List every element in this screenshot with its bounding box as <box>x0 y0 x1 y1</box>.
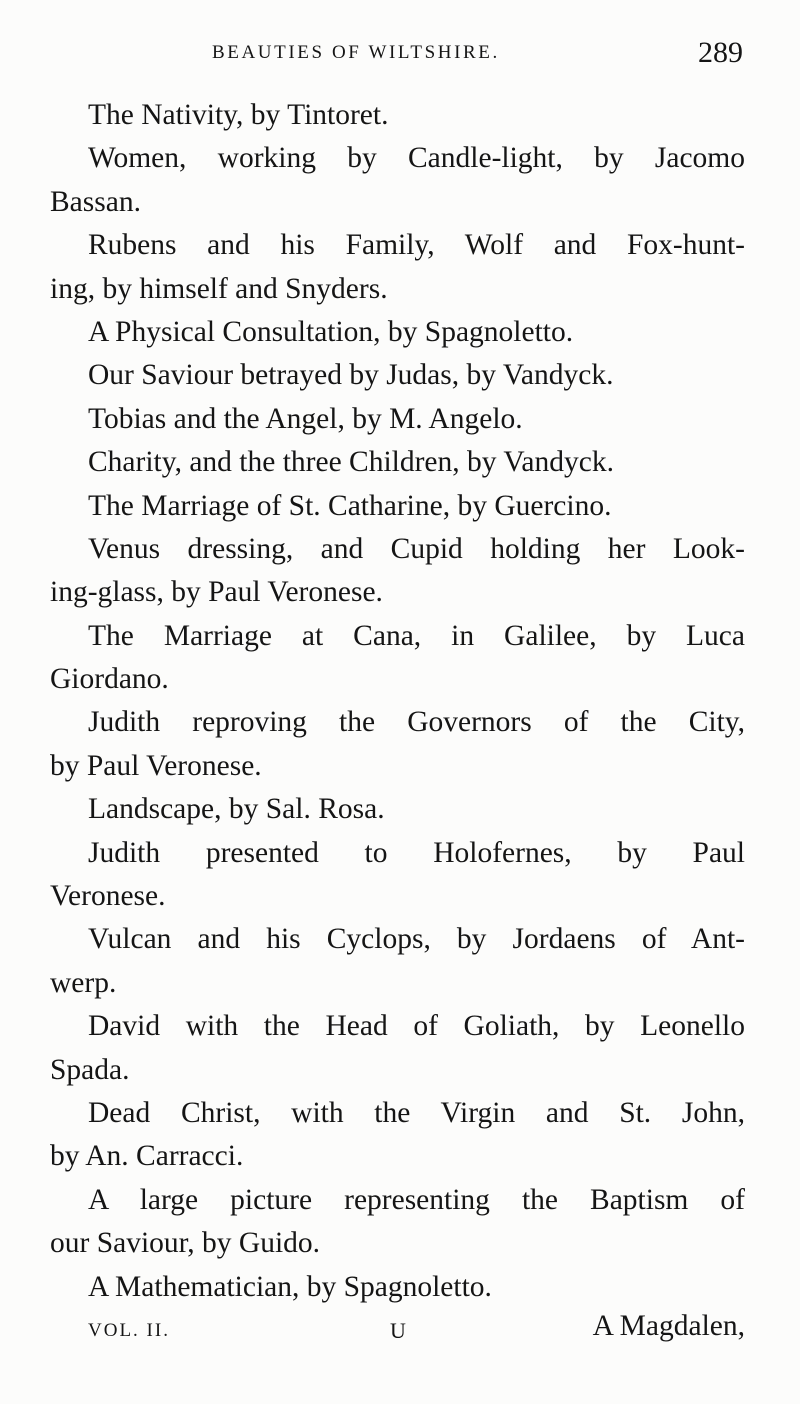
text-line: The Nativity, by Tintoret. <box>88 99 389 131</box>
text-line: Women, working by Candle-light, by Jacomo <box>88 142 745 175</box>
list-item <box>50 94 745 137</box>
text-line: ing-glass, by Paul Veronese. <box>50 576 383 609</box>
text-line: our Saviour, by Guido. <box>50 1227 321 1260</box>
text-line: by Paul Veronese. <box>50 749 262 782</box>
text-line: by An. Carracci. <box>50 1140 244 1173</box>
text-line: Giordano. <box>50 663 169 696</box>
text-line: Spada. <box>50 1053 130 1086</box>
text-line: Landscape, by Sal. Rosa. <box>88 793 385 826</box>
text-line: The Marriage at Cana, in Galilee, by Luca <box>88 619 745 652</box>
list-item <box>50 832 745 919</box>
text-line: werp. <box>50 966 117 999</box>
text-line: ing, by himself and Snyders. <box>50 272 388 305</box>
text-line: David with the Head of Goliath, by Leonello <box>88 1010 745 1043</box>
text-line: Venus dressing, and Cupid holding her Look- <box>88 532 745 565</box>
list-item <box>50 441 745 484</box>
text-line: A Mathematician, by Spagnoletto. <box>88 1270 492 1303</box>
text-line: Charity, and the three Children, by Vandyck. <box>88 446 614 479</box>
list-item <box>50 615 745 702</box>
text-line: Veronese. <box>50 880 166 913</box>
list-item <box>50 1005 745 1092</box>
volume-mark: VOL. II. <box>88 1320 170 1341</box>
list-item <box>50 1266 745 1309</box>
list-item <box>50 485 745 528</box>
page-header <box>0 36 800 76</box>
page-number: 289 <box>698 36 743 69</box>
list-item <box>50 788 745 831</box>
text-line: Judith presented to Holofernes, by Paul <box>88 836 745 869</box>
text-line: A Physical Consultation, by Spagnoletto. <box>88 315 574 348</box>
text-line: Vulcan and his Cyclops, by Jordaens of Ant- <box>88 923 745 956</box>
text-line: Our Saviour betrayed by Judas, by Vandyck. <box>88 359 614 392</box>
list-item <box>50 1092 745 1179</box>
text-line: Rubens and his Family, Wolf and Fox-hunt- <box>88 229 745 262</box>
list-item <box>50 354 745 397</box>
list-item <box>50 701 745 788</box>
list-item <box>50 528 745 615</box>
list-item <box>50 137 745 224</box>
text-line: Dead Christ, with the Virgin and St. John, <box>88 1096 745 1129</box>
text-line: Bassan. <box>50 185 141 218</box>
page-body <box>50 94 745 1309</box>
list-item <box>50 918 745 1005</box>
list-item <box>50 224 745 311</box>
list-item <box>50 1179 745 1266</box>
text-line: Judith reproving the Governors of the City, <box>88 706 745 739</box>
text-line: A large picture representing the Baptism of <box>88 1183 745 1216</box>
text-line: The Marriage of St. Catharine, by Guercino. <box>88 489 612 522</box>
page-footer <box>50 1310 745 1354</box>
signature-mark: U <box>390 1318 406 1343</box>
list-item <box>50 398 745 441</box>
catchword: A Magdalen, <box>592 1310 745 1342</box>
running-title: BEAUTIES OF WILTSHIRE. <box>212 42 500 63</box>
list-item <box>50 311 745 354</box>
text-line: Tobias and the Angel, by M. Angelo. <box>88 402 523 435</box>
